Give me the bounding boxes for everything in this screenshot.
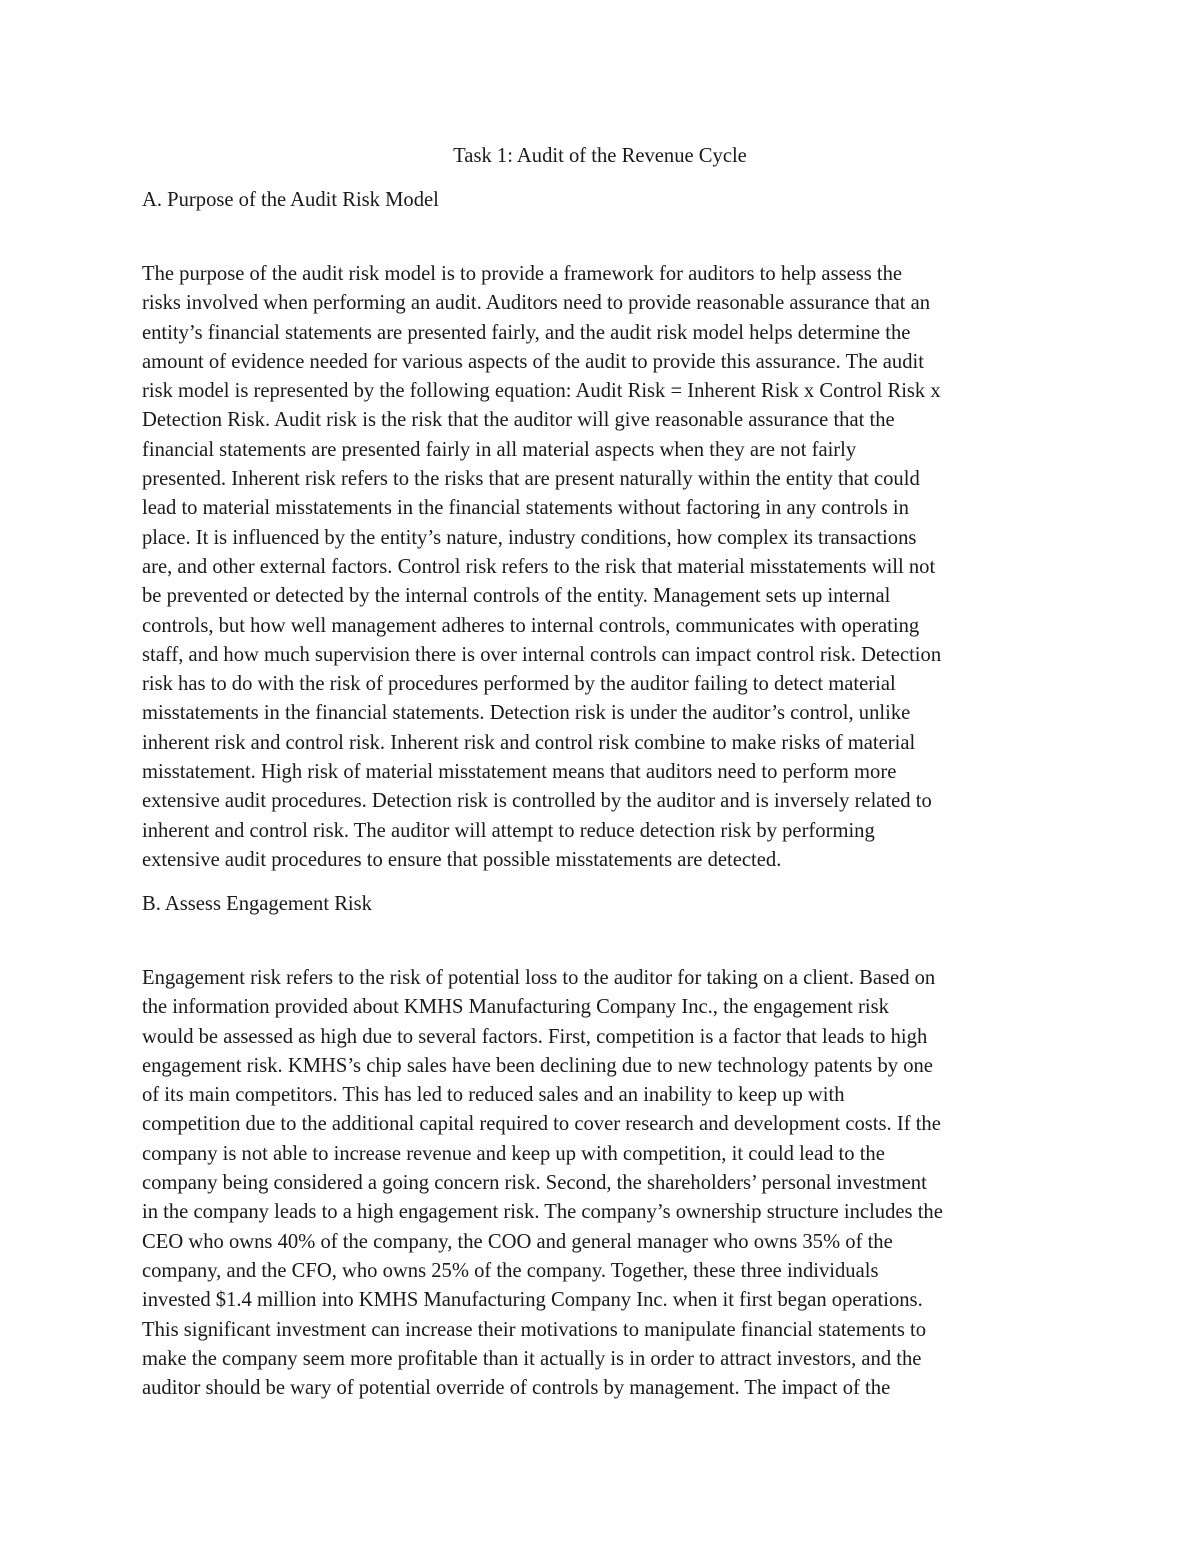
text-line: be prevented or detected by the internal controls of the entity. Management sets up internal	[142, 585, 891, 608]
text-line: company, and the CFO, who owns 25% of the company. Together, these three individuals	[142, 1259, 879, 1282]
text-line: engagement risk. KMHS’s chip sales have been declining due to new technology patents by one	[142, 1054, 933, 1077]
section-b-paragraph	[142, 964, 1072, 1403]
text-line: risk model is represented by the following equation: Audit Risk = Inherent Risk x Control Risk x	[142, 380, 941, 403]
text-line: place. It is influenced by the entity’s nature, industry conditions, how complex its transactions	[142, 526, 917, 549]
text-line: risk has to do with the risk of procedures performed by the auditor failing to detect material	[142, 673, 896, 696]
text-line: invested $1.4 million into KMHS Manufacturing Company Inc. when it first began operations.	[142, 1289, 923, 1312]
text-line: Engagement risk refers to the risk of potential loss to the auditor for taking on a client. Based on	[142, 967, 936, 989]
text-line: company is not able to increase revenue and keep up with competition, it could lead to the	[142, 1142, 885, 1165]
text-line: CEO who owns 40% of the company, the COO and general manager who owns 35% of the	[142, 1230, 893, 1253]
text-line: the information provided about KMHS Manufacturing Company Inc., the engagement risk	[142, 996, 889, 1019]
text-line: staff, and how much supervision there is over internal controls can impact control risk. Detection	[142, 643, 942, 666]
text-line: This significant investment can increase their motivations to manipulate financial statements to	[142, 1318, 927, 1341]
section-heading-b: B. Assess Engagement Risk	[142, 893, 372, 915]
text-line: extensive audit procedures. Detection risk is controlled by the auditor and is inversely related to	[142, 790, 932, 813]
text-line: make the company seem more profitable than it actually is in order to attract investors, and the	[142, 1347, 922, 1370]
text-line: controls, but how well management adheres to internal controls, communicates with operating	[142, 614, 920, 637]
text-line: inherent risk and control risk. Inherent risk and control risk combine to make risks of material	[142, 731, 916, 754]
section-heading-a: A. Purpose of the Audit Risk Model	[142, 189, 439, 211]
text-line: presented. Inherent risk refers to the risks that are present naturally within the entity that could	[142, 468, 920, 491]
text-line: auditor should be wary of potential override of controls by management. The impact of the	[142, 1377, 891, 1400]
text-line: company being considered a going concern risk. Second, the shareholders’ personal investment	[142, 1172, 927, 1195]
page-title: Task 1: Audit of the Revenue Cycle	[453, 145, 747, 167]
text-line: amount of evidence needed for various aspects of the audit to provide this assurance. The audit	[142, 350, 924, 373]
text-line: misstatement. High risk of material misstatement means that auditors need to perform more	[142, 761, 897, 784]
text-line: inherent and control risk. The auditor will attempt to reduce detection risk by performing	[142, 819, 875, 842]
text-line: would be assessed as high due to several factors. First, competition is a factor that leads to high	[142, 1025, 928, 1048]
text-line: in the company leads to a high engagement risk. The company’s ownership structure includes the	[142, 1201, 943, 1224]
text-line: The purpose of the audit risk model is to provide a framework for auditors to help assess the	[142, 263, 903, 285]
text-line: Detection Risk. Audit risk is the risk that the auditor will give reasonable assurance that the	[142, 409, 895, 432]
text-line: financial statements are presented fairly in all material aspects when they are not fairly	[142, 438, 857, 461]
text-line: extensive audit procedures to ensure that possible misstatements are detected.	[142, 848, 782, 871]
text-line: entity’s financial statements are presented fairly, and the audit risk model helps determine the	[142, 321, 911, 344]
text-line: risks involved when performing an audit. Auditors need to provide reasonable assurance that an	[142, 292, 931, 315]
text-line: misstatements in the financial statements. Detection risk is under the auditor’s control, unlike	[142, 702, 911, 725]
text-line: are, and other external factors. Control risk refers to the risk that material misstatements will not	[142, 555, 936, 578]
section-a-paragraph	[142, 260, 1072, 875]
text-line: of its main competitors. This has led to reduced sales and an inability to keep up with	[142, 1084, 845, 1107]
text-line: lead to material misstatements in the financial statements without factoring in any controls in	[142, 497, 909, 520]
text-line: competition due to the additional capital required to cover research and development costs. If the	[142, 1113, 941, 1136]
